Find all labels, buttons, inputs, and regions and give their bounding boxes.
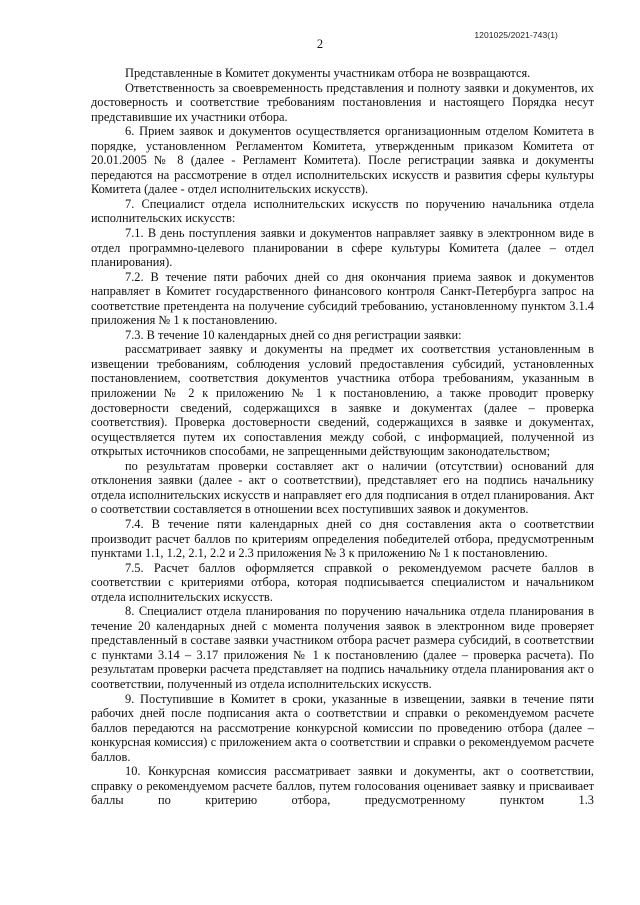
paragraph-7-5: 7.5. Расчет баллов оформляется справкой о рекомендуемом расчете баллов в соответствии с критериями отбора, которая подписывается специалистом и начальником отдела исполнительских искусств. — [91, 560, 594, 604]
paragraph-7-4: 7.4. В течение пяти календарных дней со дня составления акта о соответствии производит расчет баллов по критериям определения победителей отбора, предусмотренным пунктами 1.1, 1.2, 2.1, 2.2 и 2.3 приложения № 3 к приложению № 1 к постановлению. — [91, 516, 594, 561]
document-number: 1201025/2021-743(1) — [474, 30, 558, 40]
page-number: 2 — [316, 37, 324, 51]
paragraph-7-3-review: рассматривает заявку и документы на предмет их соответствия установленным в извещении требованиям, соблюдения условий предоставления субсидий, установленных постановлением, соответствия документов участника отбора требованиям, указанным в приложении № 2 к приложению № 1 к постановлению, а также проводит проверку достоверности сведений, содержащихся в заявке и документах (далее – проверка соответствия). Проверка достоверности сведений, содержащихся в заявке и документах, осуществляется путем их сопоставления между собой, с информацией, полученной из открытых источников способами, не запрещенными действующим законодательством; — [91, 342, 594, 459]
paragraph-10: 10. Конкурсная комиссия рассматривает заявки и документы, акт о соответствии, справку о рекомендуемом расчете баллов, путем голосования оценивает заявку и присваивает баллы по критерию отбора, предусмотренному пунктом 1.3 — [91, 764, 594, 808]
paragraph-7: 7. Специалист отдела исполнительских искусств по поручению начальника отдела исполнительских искусств: — [91, 196, 594, 226]
paragraph-7-1: 7.1. В день поступления заявки и документов направляет заявку в электронном виде в отдел программно-целевого планировании в сфере культуры Комитета (далее – отдел планирования). — [91, 226, 594, 270]
paragraph-7-3: 7.3. В течение 10 календарных дней со дня регистрации заявки: — [125, 327, 462, 342]
paragraph-8: 8. Специалист отдела планирования по поручению начальника отдела планирования в течение 20 календарных дней с момента получения заявок в электронном виде проверяет представленный в составе заявки участником отбора расчет размера субсидий, в соответствии с пунктами 3.14 – 3.17 приложения № 1 к постановлению (далее – проверка расчета). По результатам проверки расчета представляет на подпись начальнику отдела планирования акт о соответствии, полученный из отдела исполнительских искусств. — [91, 604, 594, 691]
paragraph-9: 9. Поступившие в Комитет в сроки, указанные в извещении, заявки в течение пяти рабочих дней после подписания акта о соответствии и справки о рекомендуемом расчете баллов передаются на рассмотрение конкурсной комиссии по проведению отбора (далее – конкурсная комиссия) с приложением акта о соответствии и справки о рекомендуемом расчете баллов. — [91, 691, 594, 764]
paragraph-7-2: 7.2. В течение пяти рабочих дней со дня окончания приема заявок и документов направляет в Комитет государственного финансового контроля Санкт-Петербурга запрос на соответствие претендента на получение субсидий требованию, установленному пунктом 3.1.4 приложения № 1 к постановлению. — [91, 269, 594, 328]
paragraph-7-3-act: по результатам проверки составляет акт о наличии (отсутствии) оснований для отклонения заявки (далее - акт о соответствии), представляет его на подпись начальнику отдела исполнительских искусств и направляет его для подписания в отдел планирования. Акт о соответствии составляется в отношении всех поступивших заявок и документов. — [91, 458, 594, 517]
document-body — [91, 66, 594, 808]
paragraph-6: 6. Прием заявок и документов осуществляется организационным отделом Комитета в порядке, установленном Регламентом Комитета, утвержденным приказом Комитета от 20.01.2005 № 8 (далее - Регламент Комитета). После регистрации заявка и документы передаются на рассмотрение в отдел исполнительских искусств и развития сферы культуры Комитета (далее - отдел исполнительских искусств). — [91, 124, 594, 197]
paragraph-documents-not-returned: Представленные в Комитет документы участникам отбора не возвращаются. — [125, 66, 531, 80]
paragraph-responsibility: Ответственность за своевременность представления и полноту заявки и документов, их достоверность и соответствие требованиям постановления и настоящего Порядка несут представившие их участники отбора. — [91, 80, 594, 124]
